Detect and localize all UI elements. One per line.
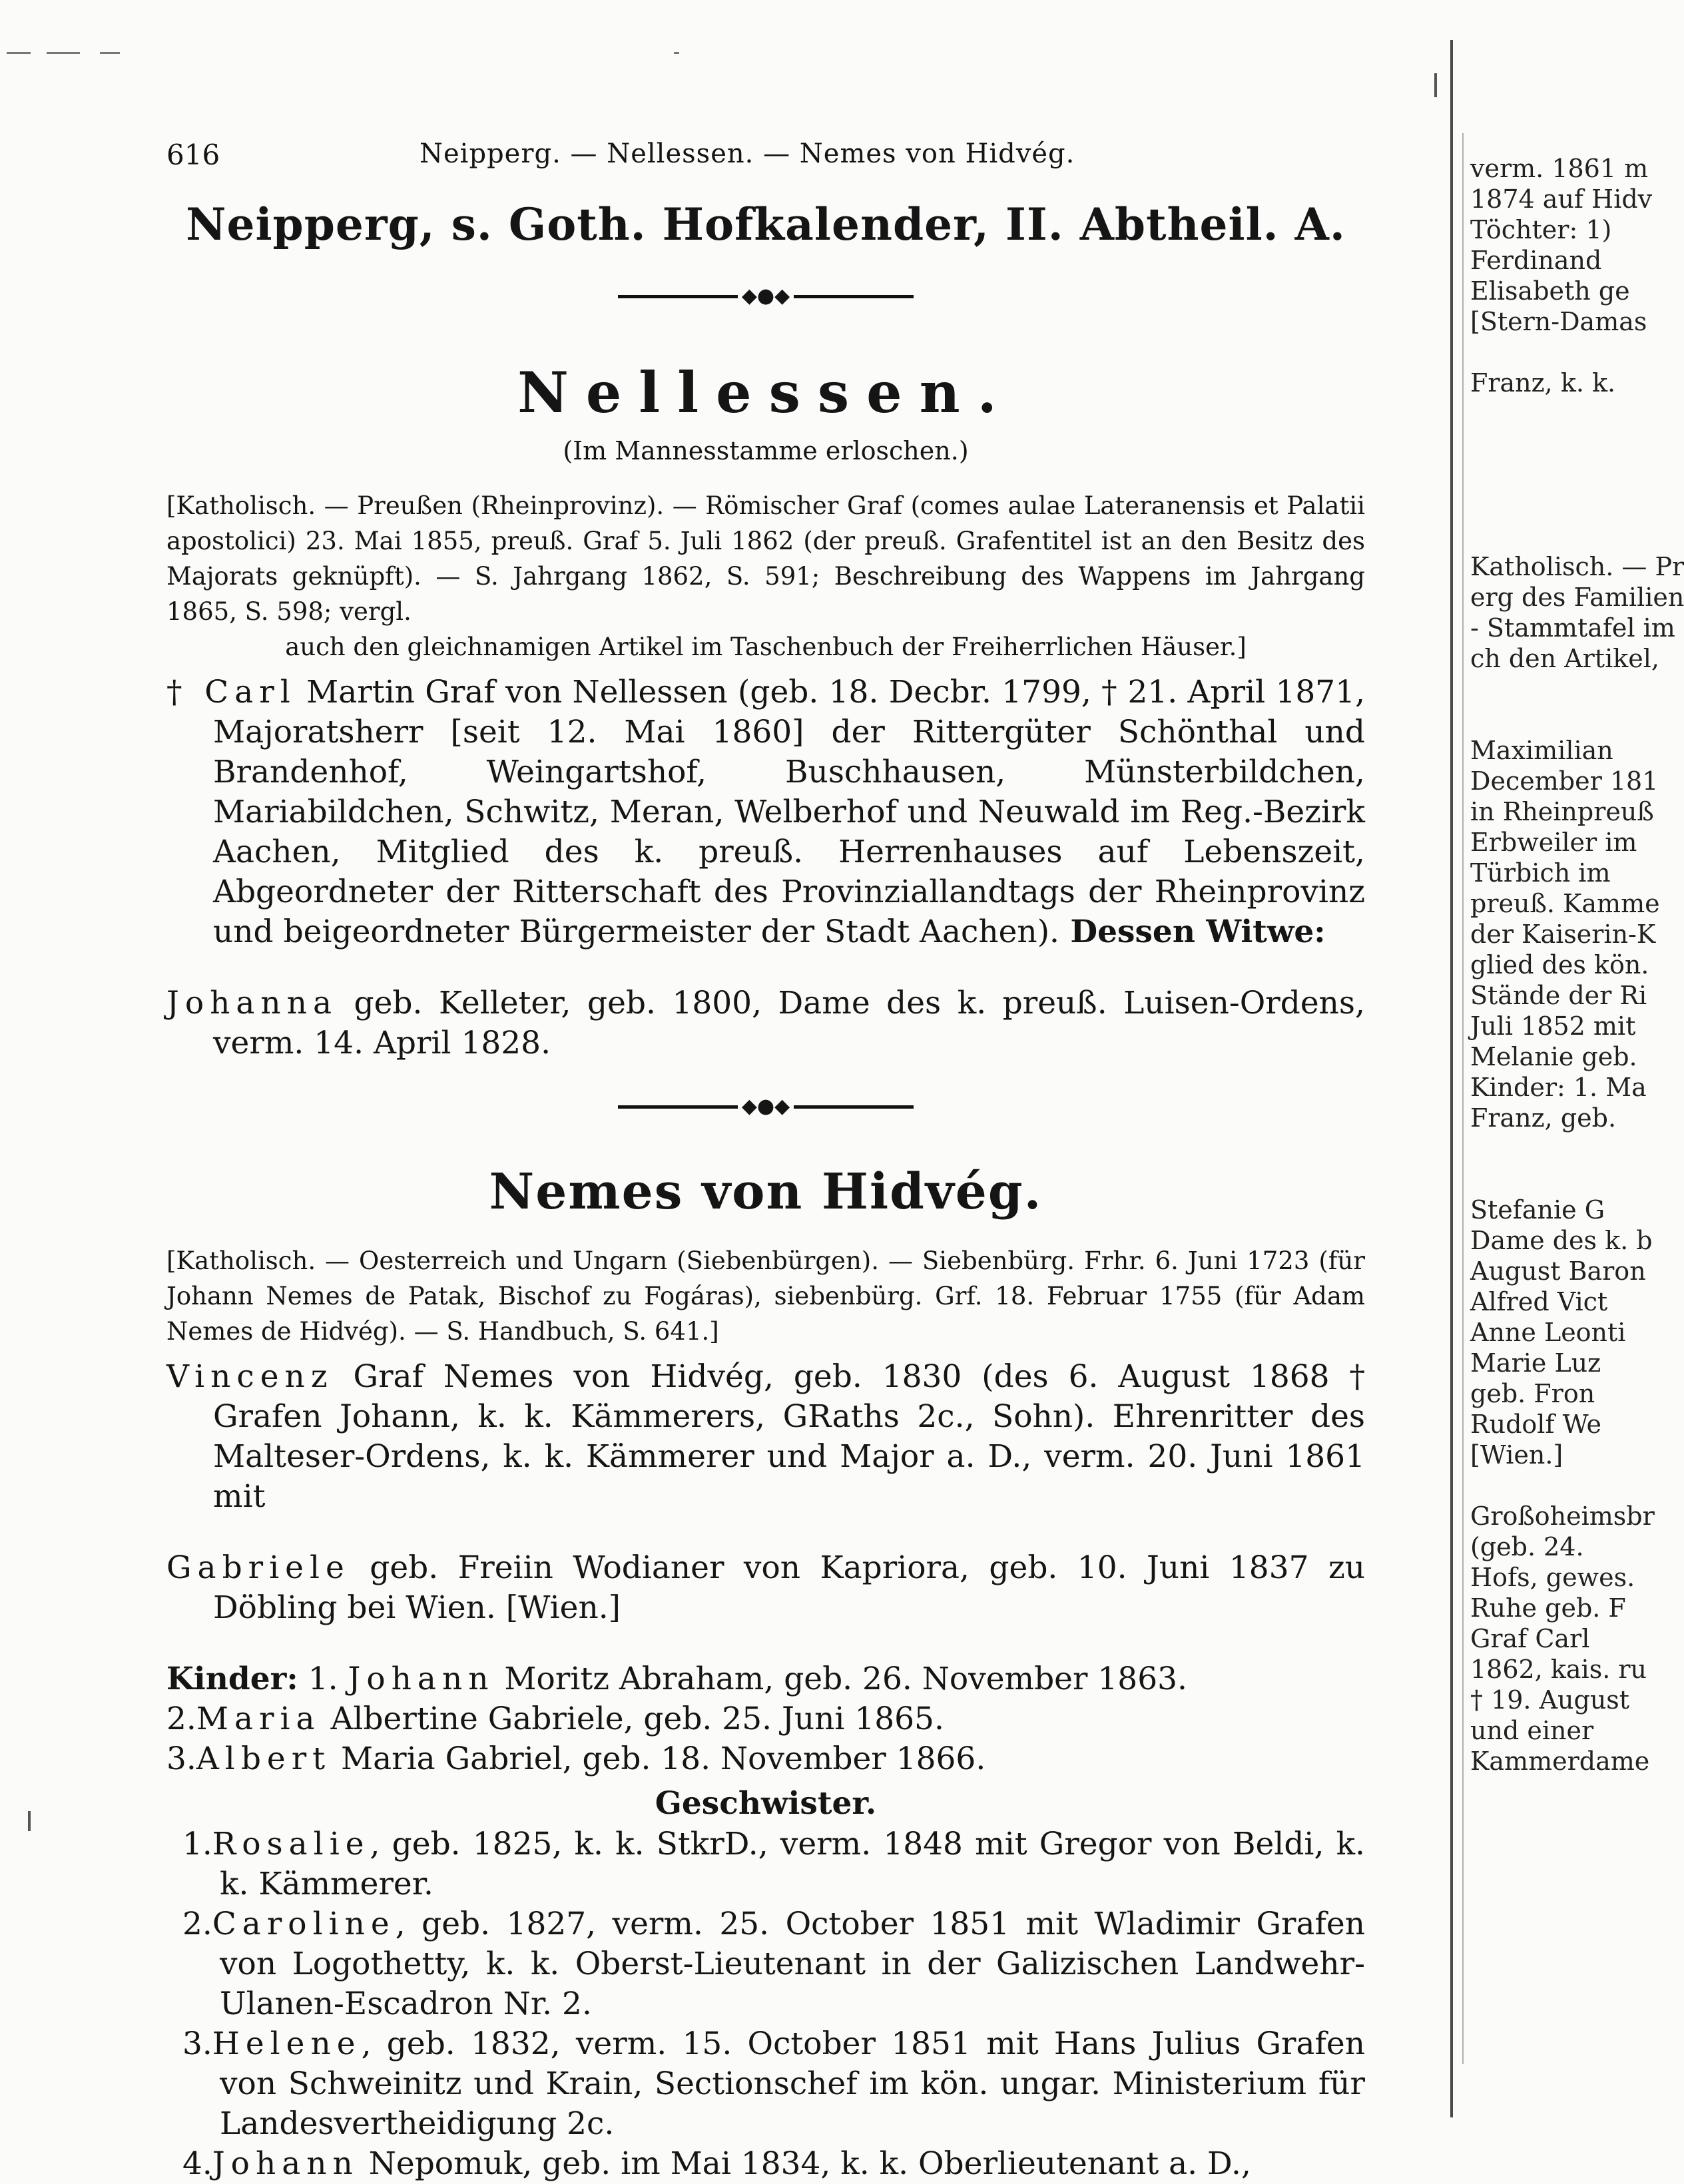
entry-text: Moritz Abraham, geb. 26. November 1863.	[494, 1661, 1187, 1697]
entry-tail: Dessen Witwe:	[1059, 914, 1326, 950]
scan-artifact	[1434, 73, 1437, 97]
bleed-line: geb. Fron	[1470, 1379, 1595, 1408]
entry-name: Albert	[196, 1741, 332, 1777]
kinder-list	[166, 1659, 1365, 1779]
entry-vincenz	[166, 1357, 1365, 1517]
bleed-line: Kammerdame	[1470, 1747, 1650, 1776]
bleed-line: Ruhe geb. F	[1470, 1593, 1626, 1623]
list-number: 2.	[182, 1906, 212, 1942]
running-title: Neipperg. — Nellessen. — Nemes von Hidvég.	[420, 138, 1075, 169]
bleed-line	[1470, 521, 1598, 551]
bleed-line: Alfred Vict	[1470, 1287, 1608, 1316]
bleed-line: ch den Artikel,	[1470, 644, 1659, 673]
scan-artifact	[47, 52, 80, 54]
bleed-line: Kinder: 1. Ma	[1470, 1073, 1647, 1102]
bleed-line: - Stammtafel im	[1470, 613, 1675, 643]
bleed-line: Rudolf We	[1470, 1410, 1602, 1439]
bleed-line	[1470, 674, 1598, 704]
bleed-line: Türbich im	[1470, 858, 1611, 888]
bleed-line: [Stern-Damas	[1470, 307, 1647, 336]
running-head	[166, 133, 1365, 180]
list-number: 2.	[166, 1701, 196, 1737]
bleed-line: erg des Familien	[1470, 583, 1684, 612]
divider-ornament: ◆●◆	[741, 1095, 790, 1118]
nellessen-note	[166, 488, 1365, 665]
bleed-line: Ferdinand	[1470, 246, 1602, 275]
bleed-line: Stände der Ri	[1470, 981, 1647, 1010]
scan-artifact	[674, 52, 679, 54]
bleed-line: Großoheimsbr	[1470, 1502, 1655, 1531]
bleed-line: (geb. 24.	[1470, 1532, 1584, 1561]
entry-text: Martin Graf von Nellessen (geb. 18. Decbr. 1799, † 21. April 1871, Majoratsherr [seit 12. Mai 1860] der Rittergüter Schönthal und Brandenhof, Weingartshof, Buschhausen, Münsterbildchen, Mariabildchen, Schwitz, Meran, Welberhof und Neuwald im Reg.-Bezirk Aachen, Mitglied des k. preuß. Herrenhauses auf Lebenszeit, Abgeordneter der Ritterschaft des Provinziallandtags der Rheinprovinz und beigeordneter Bürgermeister der Stadt Aachen).	[213, 674, 1366, 950]
note-text: [Katholisch. — Preußen (Rheinprovinz). — Römischer Graf (comes aulae Lateranensis et Palatii apostolici) 23. Mai 1855, preuß. Graf 5. Juli 1862 (der preuß. Grafentitel ist an den Besitz des Majorats geknüpft). — S. Jahrgang 1862, S. 591; Beschreibung des Wappens im Jahrgang 1865, S. 598; vergl.	[166, 491, 1365, 626]
list-item	[166, 1904, 1365, 2024]
entry-text: Nepomuk, geb. im Mai 1834, k. k. Oberlieutenant a. D.,	[358, 2145, 1251, 2182]
bleed-line: Franz, k. k.	[1470, 368, 1616, 398]
list-item	[166, 1824, 1365, 1904]
bleed-line: Töchter: 1)	[1470, 215, 1612, 244]
entry-name: Johann	[348, 1661, 495, 1697]
page-gutter-line	[1462, 133, 1464, 2064]
bleed-line	[1470, 398, 1598, 429]
bleed-line: preuß. Kamme	[1470, 889, 1660, 918]
bleed-line: glied des kön.	[1470, 950, 1649, 979]
bleed-line: verm. 1861 m	[1470, 154, 1649, 183]
section-divider	[166, 286, 1365, 306]
bleed-line: Elisabeth ge	[1470, 276, 1630, 306]
bleed-line: Marie Luz	[1470, 1348, 1601, 1378]
bleed-line: und einer	[1470, 1716, 1594, 1745]
bleed-line	[1470, 459, 1598, 490]
bleed-line	[1470, 1470, 1598, 1501]
bleed-line: † 19. August	[1470, 1685, 1630, 1715]
bleed-line	[1470, 337, 1598, 368]
kinder-label: Kinder:	[166, 1661, 298, 1697]
entry-johanna	[166, 983, 1365, 1063]
bleed-line	[1470, 1164, 1598, 1195]
entry-name: Caroline	[212, 1906, 396, 1942]
main-text-column	[166, 133, 1365, 2184]
bleed-line: der Kaiserin-K	[1470, 920, 1656, 949]
list-item	[166, 1699, 1365, 1739]
entry-name: † Carl	[166, 674, 296, 710]
entry-text: Albertine Gabriele, geb. 25. Juni 1865.	[320, 1701, 944, 1737]
bleed-line: 1874 auf Hidv	[1470, 184, 1653, 214]
page-number: 616	[166, 138, 220, 171]
scan-artifact	[7, 52, 31, 54]
divider-rule	[618, 1105, 738, 1109]
entry-name: Johann	[212, 2145, 359, 2182]
entry-gabriele	[166, 1548, 1365, 1628]
note-text-last-line: auch den gleichnamigen Artikel im Taschenbuch der Freiherrlichen Häuser.]	[285, 633, 1247, 661]
bleed-line: in Rheinpreuß	[1470, 797, 1654, 826]
bleed-line: Dame des k. b	[1470, 1226, 1653, 1255]
divider-rule	[794, 1105, 914, 1109]
entry-name: Maria	[196, 1701, 321, 1737]
divider-rule	[794, 295, 914, 298]
bleed-line	[1470, 429, 1598, 459]
entry-text: , geb. 1832, verm. 15. October 1851 mit Hans Julius Grafen von Schweinitz und Krain, Sectionschef im kön. ungar. Ministerium für Landesvertheidigung 2c.	[220, 2026, 1365, 2142]
divider-ornament: ◆●◆	[741, 284, 790, 308]
bleed-line	[1470, 704, 1598, 735]
entry-text: geb. Kelleter, geb. 1800, Dame des k. preuß. Luisen-Ordens, verm. 14. April 1828.	[213, 985, 1365, 1061]
list-number: 1.	[308, 1661, 338, 1697]
bleed-line: Maximilian	[1470, 736, 1613, 765]
bleed-line: Erbweiler im	[1470, 828, 1637, 857]
bleed-line: Melanie geb.	[1470, 1042, 1637, 1071]
entry-text: Maria Gabriel, geb. 18. November 1866.	[331, 1741, 986, 1777]
list-number: 4.	[182, 2145, 212, 2182]
nemes-heading: Nemes von Hidvég.	[489, 1163, 1043, 1221]
bleed-line: Juli 1852 mit	[1470, 1011, 1636, 1041]
entry-carl	[166, 673, 1365, 952]
entry-name: Rosalie	[212, 1826, 370, 1862]
entry-name: Helene	[212, 2026, 362, 2062]
list-number: 1.	[182, 1826, 212, 1862]
list-item	[166, 1659, 1365, 1699]
entry-text: , geb. 1827, verm. 25. October 1851 mit Wladimir Grafen von Logothetty, k. k. Oberst-Lieutenant in der Galizischen Landwehr-Ulanen-Escadron Nr. 2.	[220, 1906, 1365, 2022]
nellessen-subtitle: (Im Mannesstamme erloschen.)	[563, 436, 969, 465]
nemes-note	[166, 1243, 1365, 1349]
section-divider	[166, 1097, 1365, 1117]
bleed-line: August Baron	[1470, 1256, 1646, 1286]
entry-text: , geb. 1825, k. k. StkrD., verm. 1848 mit Gregor von Beldi, k. k. Kämmerer.	[220, 1826, 1365, 1902]
list-number: 3.	[182, 2026, 212, 2062]
list-item	[166, 2144, 1365, 2184]
list-item	[166, 2024, 1365, 2144]
neipperg-heading: Neipperg, s. Goth. Hofkalender, II. Abtheil. A.	[186, 198, 1346, 250]
bleed-line: Graf Carl	[1470, 1624, 1590, 1653]
geschwister-heading: Geschwister.	[655, 1785, 877, 1822]
bleed-line: Katholisch. — Pr	[1470, 552, 1684, 581]
bleed-line: 1862, kais. ru	[1470, 1655, 1647, 1684]
bleed-line: December 181	[1470, 766, 1659, 796]
geschwister-list	[166, 1824, 1365, 2184]
entry-name: Gabriele	[166, 1549, 350, 1586]
bleed-line: [Wien.]	[1470, 1440, 1563, 1470]
entry-text: Graf Nemes von Hidvég, geb. 1830 (des 6. August 1868 † Grafen Johann, k. k. Kämmerers, GRaths 2c., Sohn). Ehrenritter des Malteser-Ordens, k. k. Kämmerer und Major a. D., verm. 20. Juni 1861 mit	[213, 1358, 1365, 1515]
nellessen-heading: Nellessen.	[517, 360, 1014, 425]
entry-text: geb. Freiin Wodianer von Kapriora, geb. 10. Juni 1837 zu Döbling bei Wien. [Wien.]	[213, 1549, 1365, 1626]
list-number: 3.	[166, 1741, 196, 1777]
entry-name: Johanna	[166, 985, 338, 1021]
list-item	[166, 1739, 1365, 1779]
bleed-line: Stefanie G	[1470, 1195, 1605, 1225]
page-gutter-line	[1450, 40, 1453, 2117]
bleed-line: Anne Leonti	[1470, 1318, 1626, 1347]
adjacent-page-bleed	[1470, 153, 1684, 1776]
bleed-line	[1470, 1133, 1598, 1164]
entry-name: Vincenz	[166, 1358, 334, 1395]
scan-artifact	[28, 1811, 31, 1831]
divider-rule	[618, 295, 738, 298]
note-text: [Katholisch. — Oesterreich und Ungarn (Siebenbürgen). — Siebenbürg. Frhr. 6. Juni 1723 (für Johann Nemes de Patak, Bischof zu Fogáras), siebenbürg. Grf. 18. Februar 1755 (für Adam Nemes de Hidvég). — S. Handbuch, S. 641.]	[166, 1246, 1365, 1346]
bleed-line: Hofs, gewes.	[1470, 1563, 1635, 1592]
bleed-line	[1470, 490, 1598, 521]
scan-artifact	[100, 52, 120, 54]
bleed-line: Franz, geb.	[1470, 1103, 1617, 1133]
